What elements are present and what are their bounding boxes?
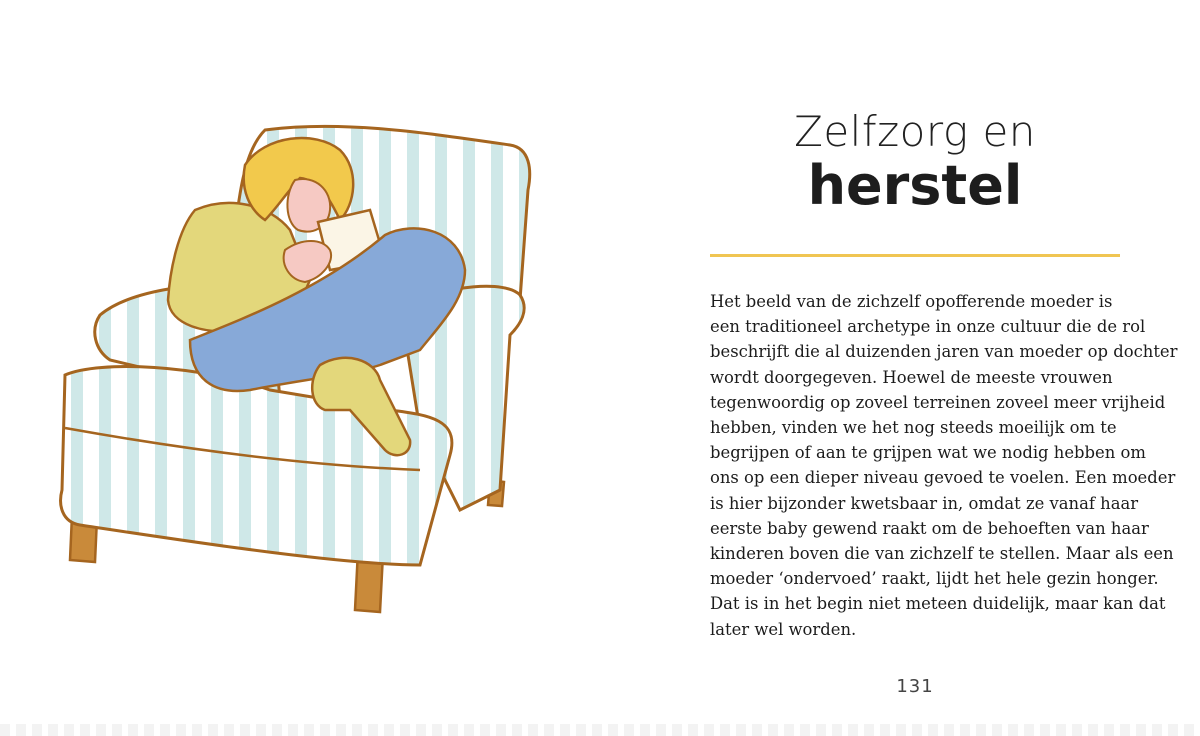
body-line: kinderen boven die van zichzelf te stellen. Maar als een xyxy=(710,544,1174,564)
body-line: wordt doorgegeven. Hoewel de meeste vrouwen xyxy=(710,367,1113,387)
body-line: is hier bijzonder kwetsbaar in, omdat ze vanaf haar xyxy=(710,493,1139,513)
body-paragraph xyxy=(710,289,1178,642)
body-line: Dat is in het begin niet meteen duidelijk, maar kan dat xyxy=(710,594,1166,614)
body-line: tegenwoordig op zoveel terreinen zoveel meer vrijheid xyxy=(710,392,1166,412)
woman-reading-in-armchair-illustration xyxy=(40,110,560,630)
body-line: ons op een dieper niveau gevoed te voelen. Een moeder xyxy=(710,468,1176,488)
body-line: Het beeld van de zichzelf opofferende moeder is xyxy=(710,292,1113,311)
chair-seat xyxy=(61,367,452,565)
title-line-2: herstel xyxy=(807,154,1023,218)
body-line: beschrijft die al duizenden jaren van moeder op dochter xyxy=(710,342,1178,362)
body-line: hebben, vinden we het nog steeds moeilijk om te xyxy=(710,418,1117,438)
body-line: eerste baby gewend raakt om de behoeften van haar xyxy=(710,518,1149,538)
chapter-title xyxy=(710,107,1120,218)
page-number: 131 xyxy=(896,676,934,697)
title-line-1: Zelfzorg en xyxy=(794,107,1036,156)
title-divider-rule xyxy=(710,254,1120,257)
body-line: later wel worden. xyxy=(710,619,857,639)
page-bottom-edge xyxy=(0,724,1200,736)
body-line: moeder ‘ondervoed’ raakt, lijdt het hele gezin honger. xyxy=(710,569,1159,589)
hand xyxy=(284,241,331,282)
body-line: begrijpen of aan te grijpen wat we nodig hebben om xyxy=(710,443,1146,463)
body-line: een traditioneel archetype in onze cultuur die de rol xyxy=(710,317,1146,337)
